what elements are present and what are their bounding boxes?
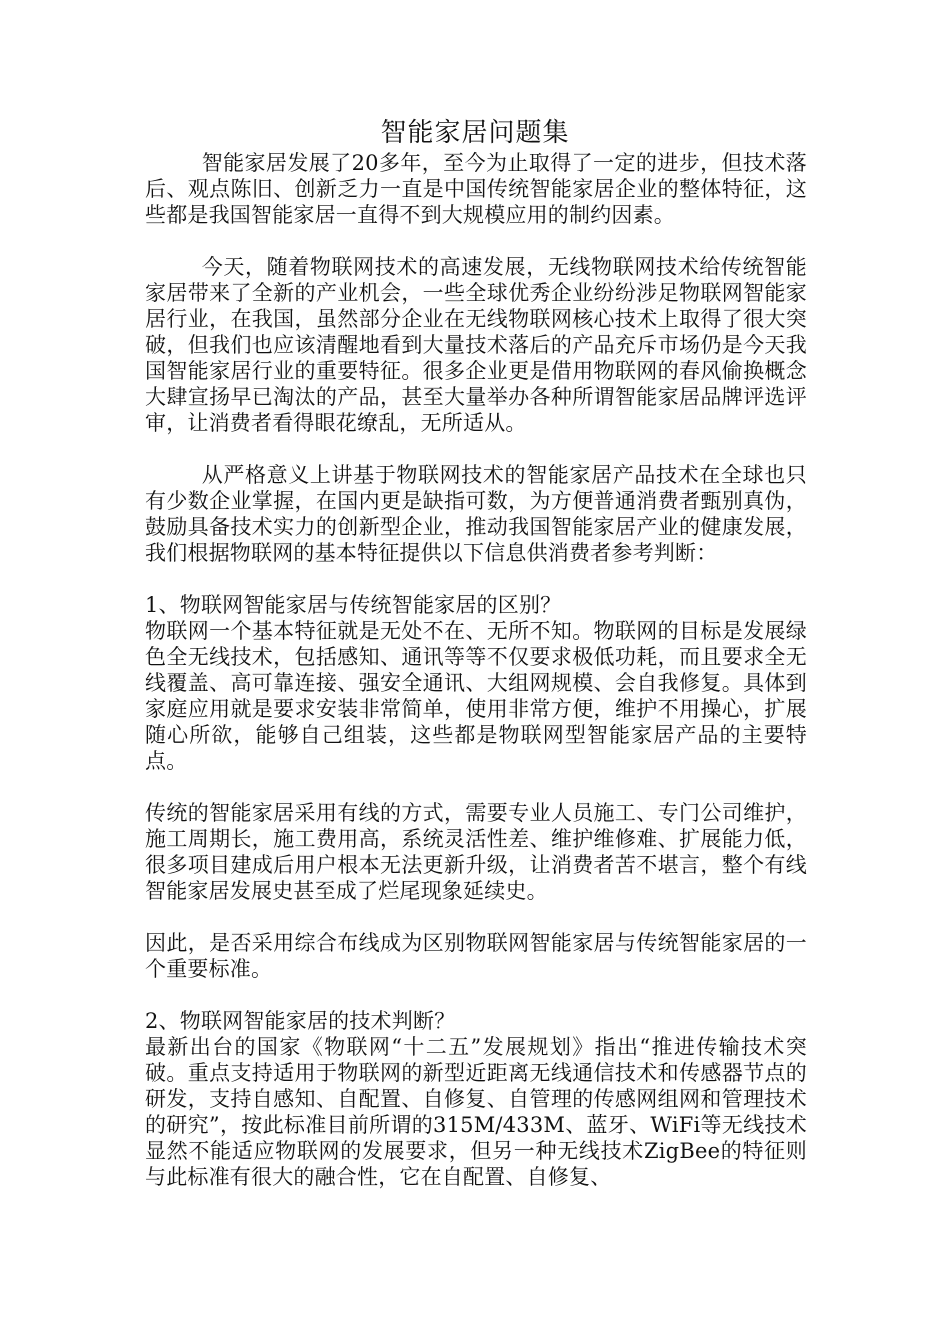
paragraph-gap (145, 904, 807, 930)
iot-features-paragraph: 物联网一个基本特征就是无处不在、无所不知。物联网的目标是发展绿色全无线技术，包括感知、通讯等等不仅要求极低功耗，而且要求全无线覆盖、高可靠连接、强安全通讯、大组网规模、会自我修复。具体到家庭应用就是要求安装非常简单，使用非常方便，维护不用操心，扩展随心所欲，能够自己组装，这些都是物联网型智能家居产品的主要特点。 (145, 619, 807, 773)
conclusion-paragraph: 因此，是否采用综合布线成为区别物联网智能家居与传统智能家居的一个重要标准。 (145, 931, 807, 981)
paragraph-gap (145, 228, 807, 254)
intro-paragraph: 智能家居发展了20多年，至今为止取得了一定的进步，但技术落后、观点陈旧、创新乏力一直是中国传统智能家居企业的整体特征，这些都是我国智能家居一直得不到大规模应用的制约因素。 (145, 151, 807, 227)
consumer-guide-paragraph: 从严格意义上讲基于物联网技术的智能家居产品技术在全球也只有少数企业掌握，在国内更是缺指可数，为方便普通消费者甄别真伪，鼓励具备技术实力的创新型企业，推动我国智能家居产业的健康发展，我们根据物联网的基本特征提供以下信息供消费者参考判断： (145, 463, 807, 565)
paragraph-gap (145, 774, 807, 800)
section-heading-2: 2、物联网智能家居的技术判断？ (145, 1009, 456, 1033)
paragraph-gap (145, 436, 807, 462)
technology-paragraph: 最新出台的国家《物联网“十二五”发展规划》指出“推进传输技术突破。重点支持适用于物联网的新型近距离无线通信技术和传感器节点的研发，支持自感知、自配置、自修复、自管理的传感网组网和管理技术的研究”，按此标准目前所谓的315M/433M、蓝牙、WiFi等无线技术显然不能适应物联网的发展要求，但另一种无线技术ZigBee的特征则与此标准有很大的融合性，它在自配置、自修复、 (145, 1035, 807, 1189)
paragraph-gap (145, 982, 807, 1008)
document-body (145, 150, 807, 1190)
section-heading-1: 1、物联网智能家居与传统智能家居的区别？ (145, 593, 562, 617)
document-title: 智能家居问题集 (380, 118, 570, 148)
iot-opportunity-paragraph: 今天，随着物联网技术的高速发展，无线物联网技术给传统智能家居带来了全新的产业机会，一些全球优秀企业纷纷涉足物联网智能家居行业，在我国，虽然部分企业在无线物联网核心技术上取得了很大突破，但我们也应该清醒地看到大量技术落后的产品充斥市场仍是今天我国智能家居行业的重要特征。很多企业更是借用物联网的春风偷换概念大肆宣扬早已淘汰的产品，甚至大量举办各种所谓智能家居品牌评选评审，让消费者看得眼花缭乱，无所适从。 (145, 255, 807, 435)
traditional-home-paragraph: 传统的智能家居采用有线的方式，需要专业人员施工、专门公司维护，施工周期长，施工费用高，系统灵活性差、维护维修难、扩展能力低，很多项目建成后用户根本无法更新升级，让消费者苦不堪言，整个有线智能家居发展史甚至成了烂尾现象延续史。 (145, 801, 807, 903)
paragraph-gap (145, 566, 807, 592)
